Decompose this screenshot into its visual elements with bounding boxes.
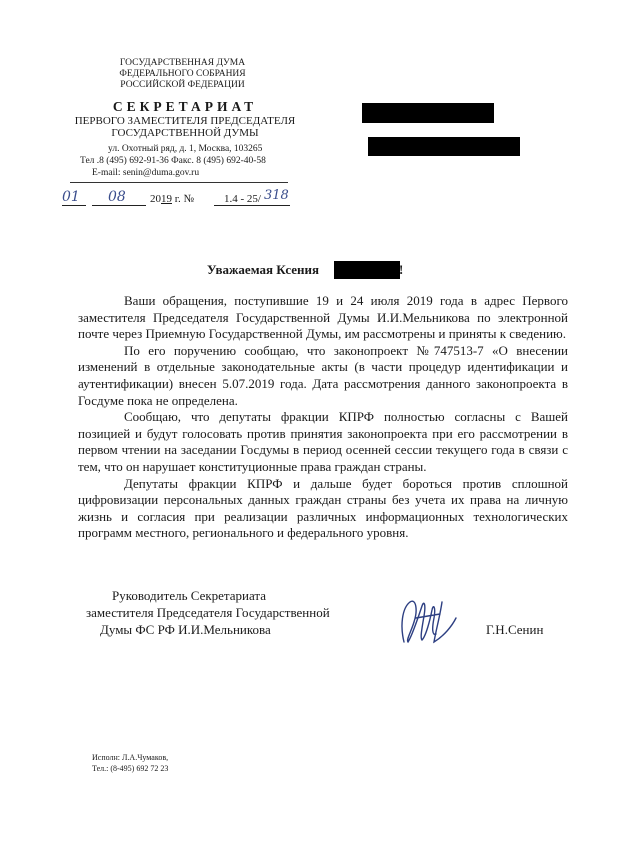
reg-day-underline (62, 205, 86, 206)
reg-number-underline (214, 205, 290, 206)
reg-year-value: 19 (161, 193, 172, 205)
reg-year-prefix: 20 (150, 193, 161, 205)
secretariat-subtitle-line: ПЕРВОГО ЗАМЕСТИТЕЛЯ ПРЕДСЕДАТЕЛЯ (74, 115, 296, 127)
email: E-mail: senin@duma.gov.ru (92, 168, 200, 178)
address: ул. Охотный ряд, д. 1, Москва, 103265 (108, 144, 263, 154)
reg-number-print: 1.4 - 25/ (224, 193, 261, 205)
phones: Тел .8 (495) 692-91-36 Факс. 8 (495) 692-40-58 (80, 156, 266, 166)
org-line: РОССИЙСКОЙ ФЕДЕРАЦИИ (120, 80, 245, 90)
redacted-surname (334, 261, 400, 279)
secretariat-title: СЕКРЕТАРИАТ (112, 99, 258, 114)
reg-month: 08 (108, 189, 126, 205)
signatory-title-line: заместителя Председателя Государственной (86, 605, 330, 620)
organization-name (95, 58, 270, 91)
secretariat-subtitle-line: ГОСУДАРСТВЕННОЙ ДУМЫ (111, 127, 259, 139)
body-paragraph-1: Ваши обращения, поступившие 19 и 24 июля 2019 года в адрес Первого заместителя Председателя Государственной Думы И.И.Мельникова по электронной почте через Приемную Государственной Думы, им рассмотрены и приняты к сведению. (78, 293, 568, 342)
body-paragraph-2: По его поручению сообщаю, что законопроект №747513-7 «О внесении изменений в отдельные законодательные акты (в части процедур идентификации и аутентификации) внесен 5.07.2019 года. Дата рассмотрения данного законопроекта в Госдуме пока не определена. (78, 342, 568, 408)
org-line: ФЕДЕРАЛЬНОГО СОБРАНИЯ (119, 69, 246, 79)
body-paragraph-4: Депутаты фракции КПРФ и дальше будет бороться против сплошной цифровизации персональных данных граждан страны без учета их права на личную жизнь и согласия при реализации различных информационных технологических программ местного, регионального и федерального уровня. (78, 475, 568, 541)
secretariat-subtitle (55, 115, 315, 139)
header-divider (70, 182, 288, 183)
handwritten-signature (396, 596, 462, 648)
reg-month-underline (92, 205, 146, 206)
redacted-addressee-name (362, 103, 494, 123)
signatory-title-line: Руководитель Секретариата (112, 588, 267, 603)
letter-body (78, 293, 568, 542)
reg-year (150, 193, 194, 205)
greeting-end: ! (399, 262, 404, 277)
signatory-title-line: Думы ФС РФ И.И.Мельникова (100, 622, 271, 637)
executor-phone: Тел.: (8-495) 692 72 23 (92, 764, 169, 773)
signatory-name: Г.Н.Сенин (486, 622, 544, 637)
greeting: Уважаемая Ксения (207, 262, 320, 277)
reg-day: 01 (62, 189, 80, 205)
reg-number-hand: 318 (264, 188, 289, 203)
executor-name: Исполн: Л.А.Чумаков, (92, 753, 169, 762)
body-paragraph-3: Сообщаю, что депутаты фракции КПРФ полностью согласны с Вашей позицией и будут голосовать против принятия законопроекта при его рассмотрении в первом чтении на заседании Госдумы в период осенней сессии текущего года в связи с тем, что он нарушает конституционные права граждан страны. (78, 409, 568, 474)
org-line: ГОСУДАРСТВЕННАЯ ДУМА (119, 58, 246, 68)
reg-year-suffix: г. № (174, 193, 195, 205)
redacted-addressee-email (368, 137, 520, 156)
